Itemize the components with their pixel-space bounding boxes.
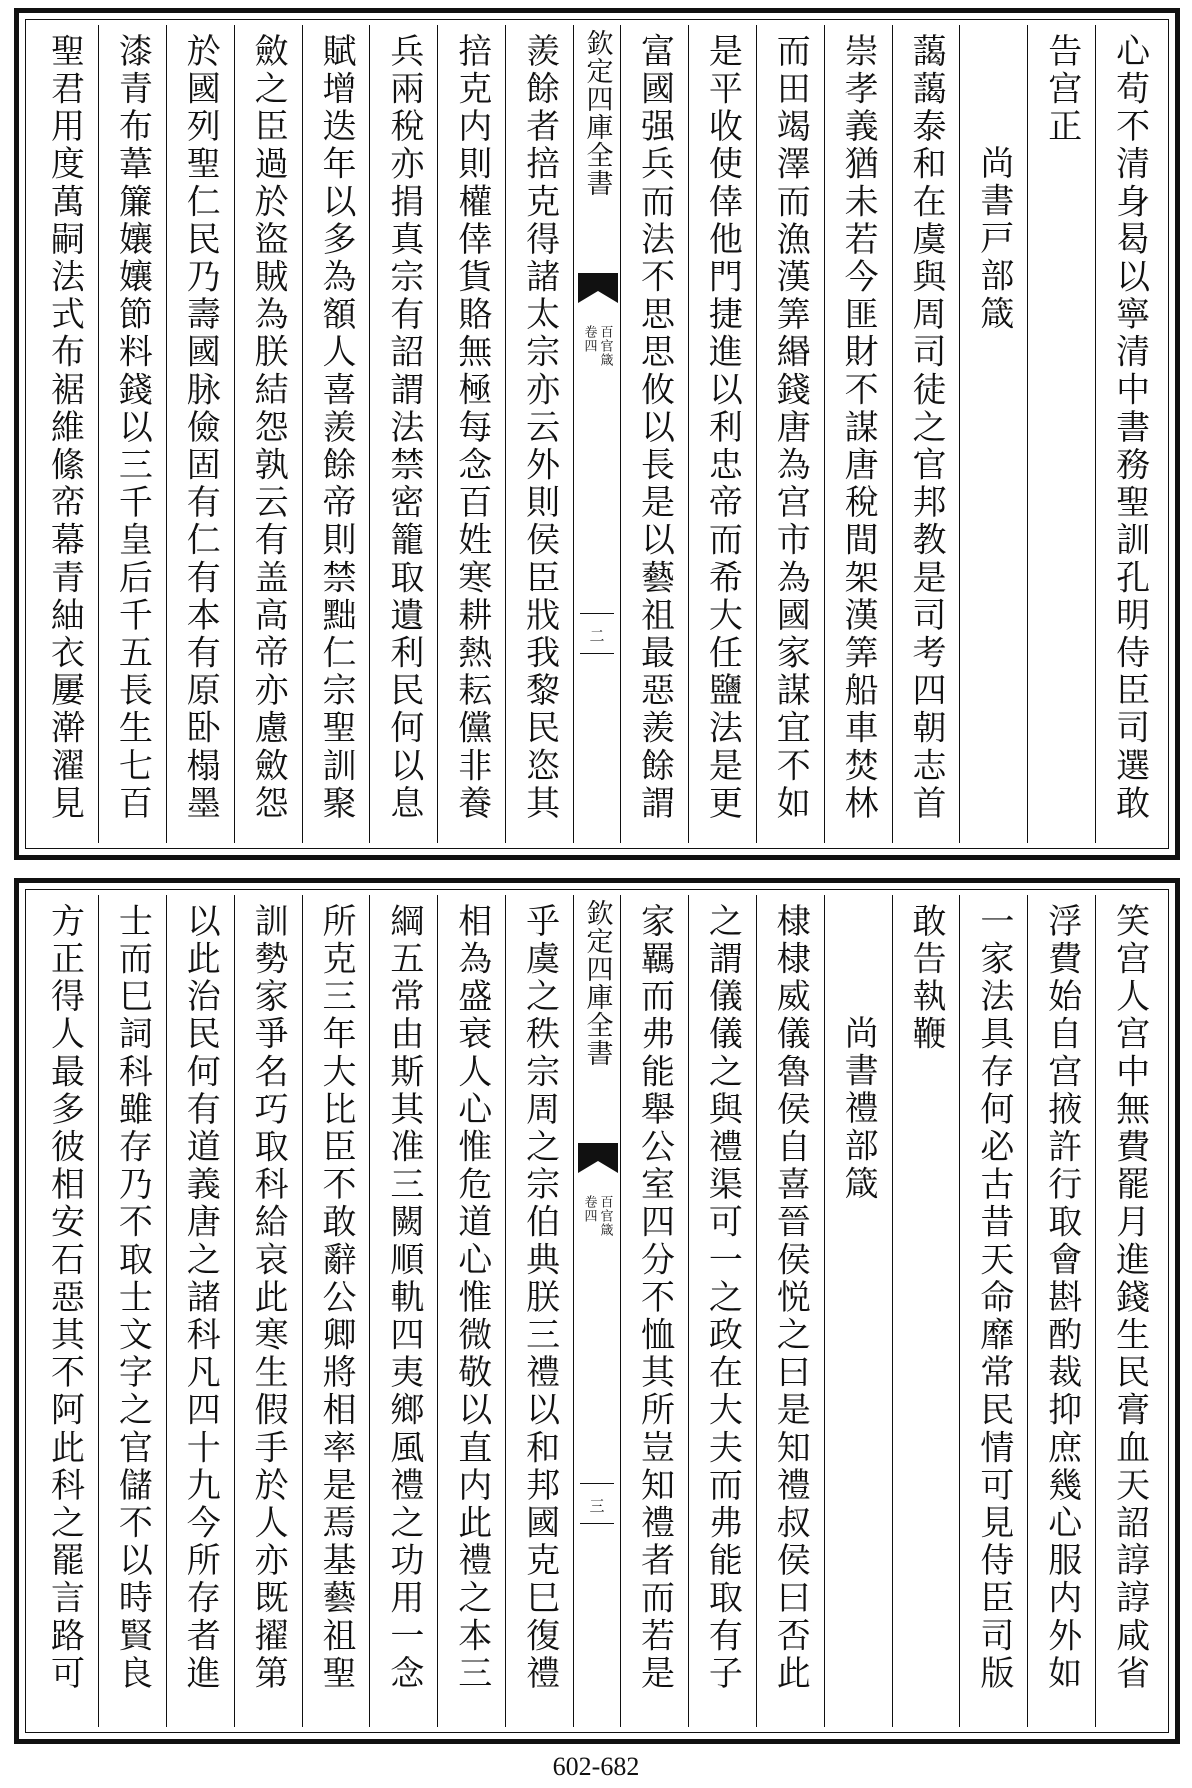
text-column xyxy=(1095,895,1163,1727)
column-text: 所克三年大比臣不敢辭公卿將相率是焉基藝祖聖 xyxy=(315,903,356,1693)
text-column xyxy=(824,895,892,1727)
column-text: 斂之臣過於盜賊為朕結怨孰云有盖高帝亦慮斂怨 xyxy=(248,33,289,823)
text-column xyxy=(166,895,234,1727)
book-title-text: 欽定四庫全書 xyxy=(581,899,613,1067)
volume-title: 百官箴 xyxy=(597,1195,613,1237)
text-column xyxy=(302,895,370,1727)
column-text: 之謂儀儀之與禮渠可一之政在大夫而弗能取有子 xyxy=(702,903,743,1693)
page-footer-number: 602-682 xyxy=(552,1752,640,1781)
leaf-number: 二 xyxy=(589,627,605,645)
text-column xyxy=(98,25,166,843)
column-text: 以此治民何有道義唐之諸科凡四十九今所存者進 xyxy=(180,903,221,1693)
column-text: 兵兩稅亦捐真宗有詔謂法禁密籠取遺利民何以息 xyxy=(383,33,424,823)
text-column xyxy=(620,25,688,843)
text-column xyxy=(31,25,98,843)
column-text: 乎虞之秩宗周之宗伯典朕三禮以和邦國克巳復禮 xyxy=(519,903,560,1693)
volume-title: 百官箴 xyxy=(597,325,613,367)
text-column xyxy=(688,895,756,1727)
text-column xyxy=(437,895,505,1727)
text-column xyxy=(31,895,98,1727)
fish-tail-mark-icon xyxy=(578,1143,618,1173)
column-text: 而田竭澤而漁漢筭緡錢唐為宫市為國家謀宜不如 xyxy=(770,33,811,823)
fish-tail-mark-icon xyxy=(578,273,618,303)
text-column xyxy=(505,895,573,1727)
text-column xyxy=(959,25,1027,843)
text-column xyxy=(234,895,302,1727)
top-columns xyxy=(31,25,1163,843)
volume-label xyxy=(574,1195,620,1237)
text-column xyxy=(234,25,302,843)
text-column xyxy=(892,895,960,1727)
top-page xyxy=(14,8,1180,860)
text-column xyxy=(1095,25,1163,843)
column-text: 心苟不清身曷以寧清中書務聖訓孔明侍臣司選敢 xyxy=(1109,33,1150,823)
text-column xyxy=(756,25,824,843)
column-text: 方正得人最多彼相安石惡其不阿此科之罷言路可 xyxy=(44,903,85,1693)
column-text: 浮費始自宫掖許行取會斟酌裁抑庶幾心服内外如 xyxy=(1041,903,1082,1693)
text-column xyxy=(824,25,892,843)
text-column xyxy=(1027,895,1095,1727)
column-text: 一家法具存何必古昔天命靡常民情可見侍臣司版 xyxy=(973,903,1014,1693)
book-title-text: 欽定四庫全書 xyxy=(581,29,613,197)
column-text: 尚書禮部箴 xyxy=(838,1015,879,1203)
text-column xyxy=(620,895,688,1727)
column-text: 掊克内則權倖貨賂無極每念百姓寒耕熱耘儻非養 xyxy=(451,33,492,823)
column-text: 藹藹泰和在虞與周司徒之官邦教是司考四朝志首 xyxy=(905,33,946,823)
bottom-page xyxy=(14,878,1180,1744)
leaf-number: 三 xyxy=(589,1497,605,1515)
column-text: 於國列聖仁民乃壽國脉儉固有仁有本有原卧榻墨 xyxy=(180,33,221,823)
text-column xyxy=(98,895,166,1727)
book-title xyxy=(574,29,620,197)
column-text: 敢告執鞭 xyxy=(905,903,946,1054)
center-margin-column xyxy=(573,25,620,843)
column-text: 笑宫人宫中無費罷月進錢生民膏血天詔諄諄咸省 xyxy=(1109,903,1150,1693)
text-column xyxy=(302,25,370,843)
volume-label xyxy=(574,325,620,367)
column-text: 聖君用度萬嗣法式布裾維絛帟幕青紬衣屢澣濯見 xyxy=(44,33,85,823)
text-column xyxy=(892,25,960,843)
volume-number: 卷四 xyxy=(581,325,597,353)
text-column xyxy=(505,25,573,843)
column-text: 賦增迭年以多為額人喜羨餘帝則禁黜仁宗聖訓聚 xyxy=(315,33,356,823)
column-text: 告宫正 xyxy=(1041,33,1082,146)
center-margin-column xyxy=(573,895,620,1727)
column-text: 崇孝義猶未若今匪財不謀唐稅間架漢筭船車焚林 xyxy=(838,33,879,823)
text-column xyxy=(1027,25,1095,843)
text-column xyxy=(959,895,1027,1727)
text-column xyxy=(369,25,437,843)
column-text: 富國强兵而法不思思攸以長是以藝祖最惡羨餘謂 xyxy=(634,33,675,823)
column-text: 羨餘者掊克得諸太宗亦云外則侯臣戕我黎民恣其 xyxy=(519,33,560,823)
book-title xyxy=(574,899,620,1067)
column-text: 訓勢家爭名巧取科給哀此寒生假手於人亦既擢第 xyxy=(248,903,289,1693)
column-text: 尚書戸部箴 xyxy=(973,145,1014,333)
column-text: 是平收使倖他門捷進以利忠帝而希大任鹽法是更 xyxy=(702,33,743,823)
text-column xyxy=(756,895,824,1727)
volume-number: 卷四 xyxy=(581,1195,597,1223)
column-text: 相為盛衰人心惟危道心惟微敬以直内此禮之本三 xyxy=(451,903,492,1693)
column-text: 家羈而弗能舉公室四分不恤其所豈知禮者而若是 xyxy=(634,903,675,1693)
column-text: 士而巳詞科雖存乃不取士文字之官儲不以時賢良 xyxy=(112,903,153,1693)
column-text: 棣棣威儀魯侯自喜晉侯悦之曰是知禮叔侯曰否此 xyxy=(770,903,811,1693)
column-text: 綱五常由斯其准三闕順軌四夷鄉風禮之功用一念 xyxy=(383,903,424,1693)
text-column xyxy=(437,25,505,843)
bottom-columns xyxy=(31,895,1163,1727)
column-text: 漆青布葦簾孃孃節料錢以三千皇后千五長生七百 xyxy=(112,33,153,823)
text-column xyxy=(166,25,234,843)
text-column xyxy=(688,25,756,843)
text-column xyxy=(369,895,437,1727)
